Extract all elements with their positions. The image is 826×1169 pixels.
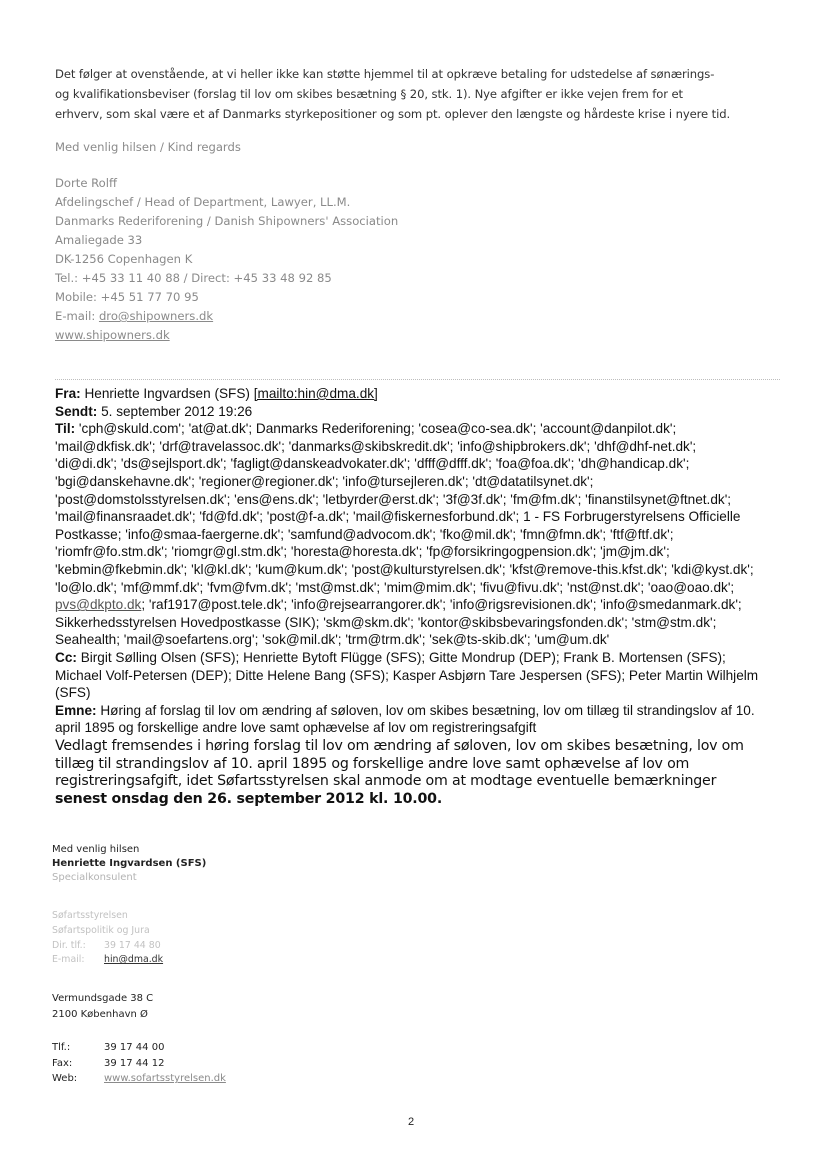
web-link[interactable]: www.sofartsstyrelsen.dk [104, 1073, 226, 1085]
from-name: Henriette Ingvardsen (SFS) [84, 386, 250, 401]
organization-email-row [52, 953, 163, 968]
organization-block [52, 909, 163, 968]
email-link[interactable]: hin@dma.dk [104, 954, 164, 966]
message-deadline: senest onsdag den 26. september 2012 kl. 10.00. [55, 790, 443, 807]
cc-line: Michael Volf-Petersen (DEP); Ditte Helene Bang (SFS); Kasper Asbjørn Tare Jespersen (SFS); Peter Martin Wilhjelm [55, 667, 759, 683]
cc-label: Cc: [55, 649, 77, 665]
signature-phone: Tel.: +45 33 11 40 88 / Direct: +45 33 48 92 85 [55, 271, 332, 285]
address-block [52, 991, 153, 1022]
organization-unit: Søfartspolitik og Jura [52, 924, 150, 936]
cc-line: (SFS) [55, 685, 91, 701]
divider [55, 379, 780, 380]
sent-row [55, 403, 790, 421]
fax-label: Fax: [52, 1057, 73, 1069]
intro-paragraph [55, 64, 790, 124]
to-label: Til: [55, 421, 76, 437]
to-line: 'bgi@danskehavne.dk'; 'regioner@regioner.dk'; 'info@tursejleren.dk'; 'dt@datatilsynet.dk'; [55, 473, 594, 489]
to-row [55, 420, 790, 438]
address-city: 2100 København Ø [52, 1008, 148, 1020]
to-line: 'kebmin@fkebmin.dk'; 'kl@kl.dk'; 'kum@kum.dk'; 'post@kulturstyrelsen.dk'; 'kfst@remove-this.kfst.dk'; 'kdi@kyst.dk'; [55, 561, 754, 577]
to-line: Seahealth; 'mail@soefartens.org'; 'sok@mil.dk'; 'trm@trm.dk'; 'sek@ts-skib.dk'; 'um@um.dk' [55, 632, 610, 648]
page-number: 2 [408, 1116, 415, 1128]
cc-line: Birgit Sølling Olsen (SFS); Henriette Bytoft Flügge (SFS); Gitte Mondrup (DEP); Frank B. Mortensen (SFS); [80, 649, 726, 665]
to-line: 'mail@finansraadet.dk'; 'fd@fd.dk'; 'post@f-a.dk'; 'mail@fiskernesforbund.dk'; 1 - FS Forbrugerstyrelsens Officielle [55, 509, 741, 525]
message-line: tillæg til strandingslov af 10. april 1895 og forskellige andre love samt ophævelse af lov om [55, 755, 690, 772]
organization-name: Søfartsstyrelsen [52, 910, 128, 921]
from-mailto-link[interactable]: [mailto:hin@dma.dk] [253, 386, 378, 401]
signature-mobile: Mobile: +45 51 77 70 95 [55, 290, 199, 304]
subject-line: april 1895 og forskellige andre love samt ophævelse af lov om registreringsafgift [55, 720, 537, 736]
to-line-rest: ; 'raf1917@post.tele.dk'; 'info@rejsearrangorer.dk'; 'info@rigsrevisionen.dk'; 'info@smedanmark.dk'; [141, 597, 742, 613]
contact-block [52, 1040, 226, 1087]
signature-greeting: Med venlig hilsen / Kind regards [55, 140, 241, 154]
message-line: registreringsafgift, idet Søfartsstyrelsen skal anmode om at modtage eventuelle bemærkninger [55, 773, 717, 790]
closing-greeting: Med venlig hilsen [52, 844, 140, 855]
from-row [55, 385, 790, 403]
to-line: 'cph@skuld.com'; 'at@at.dk'; Danmarks Rederiforening; 'cosea@co-sea.dk'; 'account@danpilot.dk'; [78, 421, 677, 437]
closing-block [52, 843, 206, 885]
closing-title: Specialkonsulent [52, 872, 137, 883]
to-line [55, 596, 790, 614]
sent-label: Sendt: [55, 403, 98, 419]
signature-city: DK-1256 Copenhagen K [55, 252, 193, 266]
signature-email-label: E-mail: [55, 309, 99, 323]
intro-line: Det følger at ovenstående, at vi heller ikke kan støtte hjemmel til at opkræve betaling for udstedelse af sønærings- [55, 67, 715, 81]
tel-row [52, 1040, 226, 1056]
signature-title: Afdelingschef / Head of Department, Lawyer, LL.M. [55, 195, 351, 209]
intro-line: og kvalifikationsbeviser (forslag til lov om skibes besætning § 20, stk. 1). Nye afgifter er ikke vejen frem for et [55, 87, 683, 101]
dir-label: Dir. tlf.: [52, 939, 86, 951]
tel-label: Tlf.: [52, 1042, 71, 1053]
closing-name: Henriette Ingvardsen (SFS) [52, 858, 207, 869]
dir-value: 39 17 44 80 [104, 939, 161, 951]
intro-line: erhverv, som skal være et af Danmarks styrkepositioner og som pt. oplever den længste og hårdeste krise i nyere tid. [55, 107, 731, 121]
email-header [55, 385, 790, 737]
to-line: 'riomfr@fo.stm.dk'; 'riomgr@gl.stm.dk'; 'horesta@horesta.dk'; 'fp@forsikringogpension.dk'; 'jm@jm.dk'; [55, 544, 670, 560]
subject-row [55, 702, 790, 720]
address-street: Vermundsgade 38 C [52, 993, 154, 1004]
sent-value: 5. september 2012 19:26 [101, 403, 253, 419]
tel-value: 39 17 44 00 [104, 1042, 165, 1053]
subject-line: Høring af forslag til lov om ændring af søloven, lov om skibes besætning, lov om tillæg til strandingslov af 10. [100, 702, 755, 718]
to-line: Postkasse; 'info@smaa-faergerne.dk'; 'samfund@advocom.dk'; 'fko@mil.dk'; 'fmn@fmn.dk'; 'ftf@ftf.dk'; [55, 526, 674, 542]
signature-email-row [55, 307, 398, 326]
signature-web-link[interactable]: www.shipowners.dk [55, 328, 170, 342]
to-line: 'mail@dkfisk.dk'; 'drf@travelassoc.dk'; 'danmarks@skibskredit.dk'; 'info@shipbrokers.dk'; 'dhf@dhf-net.dk'; [55, 438, 697, 454]
to-line: 'di@di.dk'; 'ds@sejlsport.dk'; 'fagligt@danskeadvokater.dk'; 'dfff@dfff.dk'; 'foa@foa.dk'; 'dh@handicap.dk'; [55, 456, 690, 472]
fax-row [52, 1056, 226, 1072]
subject-label: Emne: [55, 702, 97, 718]
fax-value: 39 17 44 12 [104, 1057, 165, 1069]
to-line: 'post@domstolsstyrelsen.dk'; 'ens@ens.dk'; 'letbyrder@erst.dk'; '3f@3f.dk'; 'fm@fm.dk'; 'finanstilsynet@ftnet.dk'; [55, 491, 732, 507]
signature-name: Dorte Rolff [55, 176, 117, 190]
signature-org: Danmarks Rederiforening / Danish Shipowners' Association [55, 214, 399, 228]
to-recipient-link[interactable]: pvs@dkpto.dk [55, 597, 142, 613]
from-label: Fra: [55, 386, 81, 401]
signature-street: Amaliegade 33 [55, 233, 143, 247]
signature-block [55, 174, 398, 345]
message-line: Vedlagt fremsendes i høring forslag til lov om ændring af søloven, lov om skibes besætning, lov om [55, 738, 744, 754]
cc-row [55, 649, 790, 667]
message-body [55, 738, 795, 808]
signature-email-link[interactable]: dro@shipowners.dk [98, 309, 214, 323]
web-label: Web: [52, 1073, 78, 1085]
to-line: Sikkerhedsstyrelsen Hovedpostkasse (SIK); 'skm@skm.dk'; 'kontor@skibsbevaringsfonden.dk'; 'stm@stm.dk'; [55, 614, 717, 630]
web-row [52, 1071, 226, 1087]
organization-dir-row [52, 939, 163, 954]
email-label: E-mail: [52, 954, 85, 966]
to-line: 'lo@lo.dk'; 'mf@mmf.dk'; 'fvm@fvm.dk'; 'mst@mst.dk'; 'mim@mim.dk'; 'fivu@fivu.dk'; 'nst@nst.dk'; 'oao@oao.dk'; [55, 579, 735, 595]
signature-web-row [55, 326, 398, 345]
